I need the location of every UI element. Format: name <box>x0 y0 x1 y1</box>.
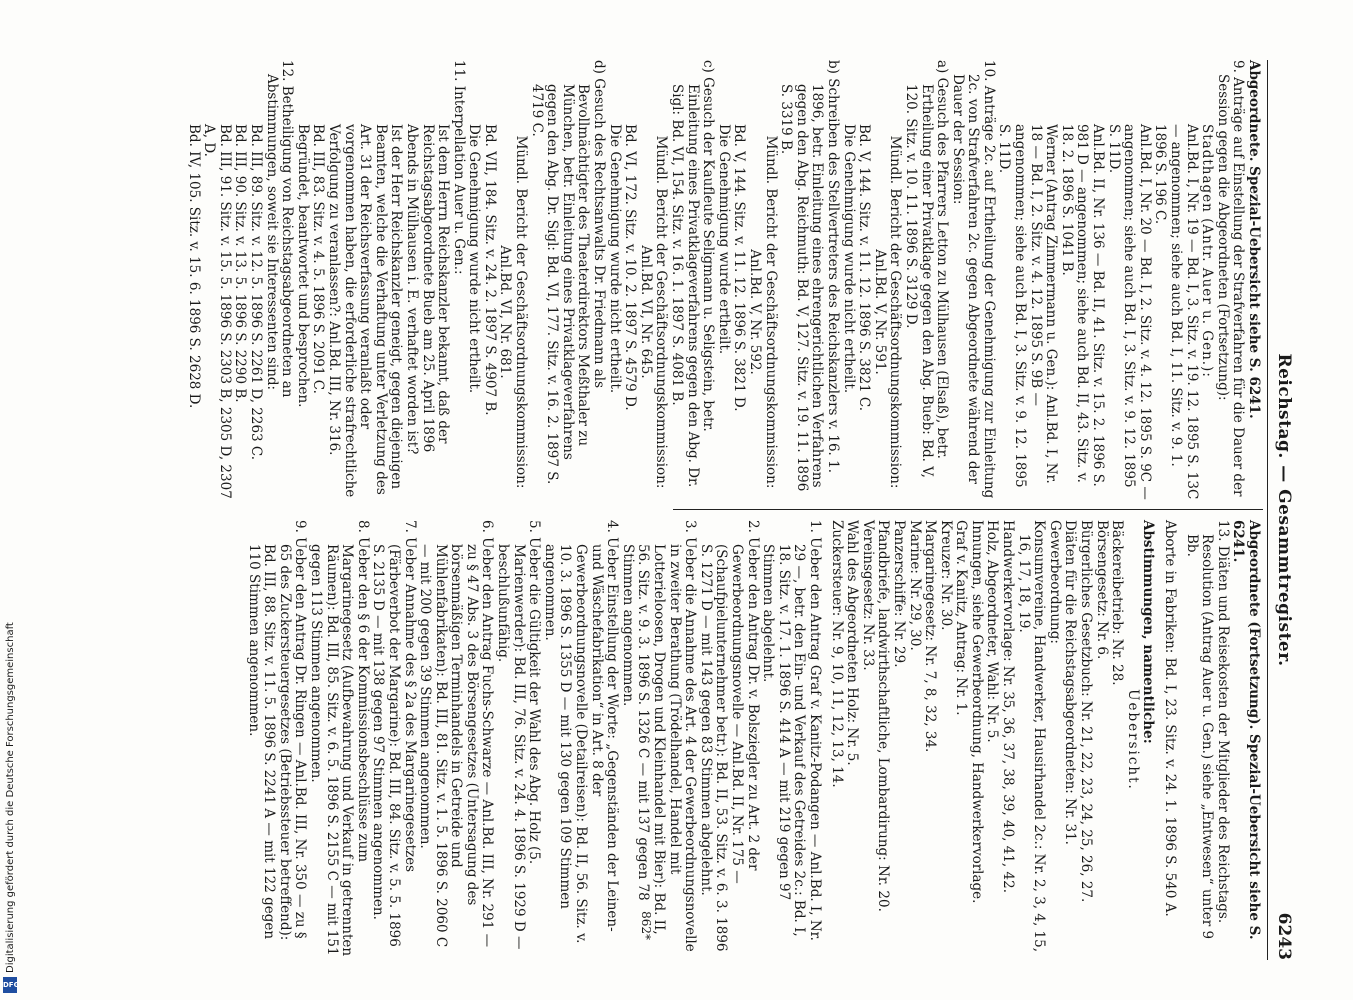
vote-entry: 9. Ueber den Antrag Dr. Ringen — Anl.Bd. III, Nr. 350 — zu § 65 des Zuckersteuergesetzes (Betriebssteuer betreffend): Bd. III, 88. Sitz. v. 11. 5. 1896 S. 2241 A — mit 122 gegen 110 Stimmen angenommen. <box>245 520 309 941</box>
entry: Bd. III, 89. Sitz. v. 12. 5. 1896 S. 2261 D, 2263 C. <box>248 124 264 461</box>
entry: Anl.Bd. II, Nr. 136 — Bd. II, 41. Sitz. v. 15. 2. 1896 S. 981 D — angenommen; siehe auch Bd. II, 43. Sitz. v. 18. 2. 1896 S. 1041 B. <box>1058 124 1107 487</box>
column-divider <box>673 509 1263 510</box>
entry: Mündl. Bericht der Geschäftsordnungskommission: Anl.Bd. VI, Nr. 681. <box>497 135 530 489</box>
entry: c) Gesuch der Kaufleute Seligmann u. Seligstein, betr. Einleitung eines Privatklageverfahrens gegen den Abg. Dr. Sigl: Bd. VI, 154. Sitz. v. 16. 1. 1897 S. 4081 B. <box>669 60 717 488</box>
entry: Bd. III, 83. Sitz. v. 4. 5. 1896 S. 2091 C. <box>310 124 327 394</box>
page-number: 6243 <box>1274 912 1294 960</box>
entry: Bd. III, 91. Sitz. v. 15. 5. 1896 S. 2303 B, 2305 D, 2307 A, D. <box>201 124 233 499</box>
entry: Begründet, beantwortet und besprochen. <box>294 124 311 408</box>
vote-entry: 8. Ueber den § 6 der Kommissionsbeschlüsse zum Margarinegesetz (Aufbewahrung und Verkauf in getrennten Räumen): Bd. III, 85. Sitz. v. 6. 5. 1896 S. 2155 C — mit 151 gegen 113 Stimmen angenommen. <box>307 520 371 957</box>
vote-entry: 1. Ueber den Antrag Graf v. Kanitz-Podangen — Anl.Bd. I, Nr. 29 —, betr. den Ein- und Verkauf des Getreides 2c.: Bd. I, 18. Sitz. v. 17. 1. 1896 S. 414 A — mit 219 gegen 97 Stimmen abgelehnt. <box>760 520 823 941</box>
right-column <box>245 520 1261 960</box>
index-entry: Margarinegesetz: Nr. 7, 8, 32, 34. <box>922 520 939 753</box>
entry: Bd. III, 90. Sitz. v. 13. 5. 1896 S. 2290 B. <box>232 124 249 403</box>
digitization-note <box>2 600 18 995</box>
vote-entry: 7. Ueber Annahme des § 2a des Margarinegesetzes (Färbeverbot der Margarine): Bd. III, 84. Sitz. v. 5. 5. 1896 S. 2135 D — mit 138 gegen 97 Stimmen angenommen. <box>370 520 418 947</box>
section-heading: Abgeordnete. Spezial-Uebersicht siehe S. 6241. <box>1246 60 1262 419</box>
dfg-logo: DFG <box>3 977 17 993</box>
vote-entry: 6. Ueber den Antrag Fuchs-Schwarze — Anl.Bd. III, Nr. 291 — zu § 47 Abs. 3 des Börsengesetzes (Untersagung des börsenmäßigen Terminhandels in Getreide und Mühlenfabrikaten): Bd. III, 81. Sitz. v. 1. 5. 1896 S. 2060 C — mit 200 gegen 39 Stimmen angenommen. <box>417 520 496 948</box>
subsection-heading: Abstimmungen, namentliche: <box>1140 520 1157 744</box>
vote-entry: 5. Ueber die Gültigkeit der Wahl des Abg. Holz (5. Marienwerder): Bd. III, 76. Sitz. v. 24. 4. 1896 S. 1929 D — beschlußunfähig. <box>495 520 543 950</box>
index-entry: Vereinsgesetz: Nr. 33. <box>859 520 876 671</box>
entry: Anl.Bd. I, Nr. 20 — Bd. I, 2. Sitz. v. 4. 12. 1895 S. 9C — angenommen; siehe auch Bd. I, 3. Sitz. v. 9. 12. 1895 S. 11D. <box>1105 124 1153 500</box>
entry: Werner (Antrag Zimmermann u. Gen.): Anl.Bd. I, Nr. 18 — Bd. I, 2. Sitz. v. 4. 12. 1895 S. 9B — angenommen; siehe auch Bd. I, 3. Sitz. v. 9. 12. 1895 S. 11D. <box>996 124 1060 488</box>
index-entry: Konsumvereine, Handwerker, Hausirhandel 2c.: Nr. 2, 3, 4, 15, 16, 17, 18, 19. <box>1015 520 1048 953</box>
section-heading: Abgeordnete (Fortsetzung). Spezial-Uebersicht siehe S. 6241. <box>1230 520 1262 940</box>
index-entry: Zuckersteuer: Nr. 9, 10, 11, 12, 13, 14. <box>828 520 845 788</box>
entry: Bd. V, 144. Sitz. v. 11. 12. 1896 S. 3821 D. <box>731 124 748 412</box>
index-entry: Pfandbriefe, landwirthschaftliche, Lombardirung: Nr. 20. <box>875 520 892 912</box>
vote-entry: 3. Ueber die Annahme des Art. 4 der Gewerbeordnungsnovelle in zweiter Berathung (Trödelhandel, Handel mit Lotterieloosen, Drogen und Kleinhandel mit Bier): Bd. II, 56. Sitz. v. 9. 3. 1896 S. 1326 C — mit 137 gegen 78 Stimmen angenommen. <box>619 520 699 952</box>
entry: 11. Interpellation Auer u. Gen.: <box>450 60 467 275</box>
entry: Mündl. Bericht der Geschäftsordnungskommission: Anl.Bd. V, Nr. 592. <box>747 135 779 489</box>
entry: Mündl. Bericht der Geschäftsordnungskommission: Anl.Bd. V, Nr. 591. <box>871 135 904 489</box>
entry: a) Gesuch des Pfarrers Letton zu Mülhausen (Elsaß), betr. Ertheilung einer Privatklage gegen den Abg. Bueb: Bd. V, 120. Sitz. v. 10. 11. 1896 S. 3129 D. <box>902 60 951 478</box>
vote-entry: 4. Ueber Einstellung der Worte: „Gegenständen der Leinen- und Wäschefabrikation“ in Art. 8 der Gewerbeordnungsnovelle (Detailreisen): Bd. II, 56. Sitz. v. 10. 3. 1896 S. 1355 D — mit 130 gegen 109 Stimmen angenommen. <box>541 520 621 944</box>
index-entry: Panzerschiffe: Nr. 29. <box>890 520 907 668</box>
page-header <box>1267 60 1298 960</box>
entry: b) Schreiben des Stellvertreters des Reichskanzlers v. 16. 1. 1896, betr. Einleitung eines ehrengerichtlichen Verfahrens gegen den Abg. Reichmuth: Bd. V, 127. Sitz. v. 19. 11. 1896 S. 3319 B. <box>778 60 841 492</box>
index-entry: Handwerkervorlage: Nr. 35, 36, 37, 38, 39, 40, 41, 42. <box>1000 520 1017 893</box>
index-entry: Graf v. Kanitz, Antrag: Nr. 1. <box>953 520 970 716</box>
entry: Ist dem Herrn Reichskanzler bekannt, daß der Reichstagsabgeordnete Bueb am 25. April 1896 Abends in Mülhausen i. E. verhaftet worden ist? <box>403 124 452 455</box>
index-entry: Holz, Abgeordneter, Wahl: Nr. 5. <box>984 520 1001 743</box>
left-column <box>185 60 1261 500</box>
entry: Bd. V, 144. Sitz. v. 11. 12. 1896 S. 3821 C. <box>856 124 873 412</box>
entry: Die Genehmigung wurde ertheilt. <box>715 124 732 355</box>
entry: 13. Diäten und Reisekosten der Mitglieder des Reichstags. Resolution (Antrag Auer u. Gen.) siehe „Entwesen“ unter 9 Bb. <box>1183 520 1231 940</box>
vote-entry: 2. Ueber den Antrag Dr. v. Bolsziegler zu Art. 2 der Gewerbeordnungsnovelle — Anl.Bd. II, Nr. 175 — (Schaufpielunternehmer betr.): Bd. II, 53. Sitz. v. 6. 3. 1896 S. 1271 D — mit 143 gegen 83 Stimmen abgelehnt. <box>697 520 761 952</box>
entry: d) Gesuch des Rechtsanwalts Dr. Friedmann als Bevollmächtigter des Theaterdirektors Meßthaler zu München, betr. Einleitung eines Privatklageverfahrens gegen den Abg. Dr. Sigl: Bd. VI, 177. Sitz. v. 16. 2. 1897 S. 4719 C. <box>528 60 608 485</box>
funding-text: Digitalisierung gefördert durch die Deutsche Forschungsgemeinschaft <box>5 622 16 973</box>
index-entry: Kreuzer: Nr. 30. <box>937 520 954 631</box>
subsection-title: Uebersicht. <box>1124 689 1141 791</box>
entry: 10. Anträge 2c. auf Ertheilung der Genehmigung zur Einleitung 2c. von Strafverfahren 2c. gegen Abgeordnete während der Dauer der Session: <box>949 60 997 499</box>
entry: Bd. VI, 172. Sitz. v. 10. 2. 1897 S. 4579 D. <box>622 124 639 411</box>
entry: Ist der Herr Reichskanzler geneigt, gegen diejenigen Beamten, welche die Verhaftung unter Verletzung des Art. 31 der Reichsverfassung veranlaßt oder vorgenommen haben, die erforderliche strafrechtliche Verfolgung zu veranlassen?: Anl.Bd. III, Nr. 316. <box>325 124 405 498</box>
entry: Die Genehmigung wurde nicht ertheilt. <box>840 124 857 394</box>
entry: Die Genehmigung wurde nicht ertheilt. <box>466 124 483 394</box>
entry: Bd. VII, 184. Sitz. v. 24. 2. 1897 S. 4907 B. <box>481 124 498 416</box>
entry: Die Genehmigung wurde nicht ertheilt. <box>606 124 623 394</box>
header-title: Reichstag. — Gesammtregister. <box>1274 353 1294 667</box>
entry: Bd. IV, 105. Sitz. v. 15. 6. 1896 S. 2628 D. <box>185 124 202 409</box>
entry: Stadthagen (Antr. Auer u. Gen.): <box>1199 124 1216 378</box>
index-entry: Diäten für die Reichstagsabgeordneten: Nr. 31. <box>1062 520 1079 845</box>
index-entry: Bäckereibetrieb: Nr. 28. <box>1109 520 1126 686</box>
entry: 12. Betheiligung von Reichstagsabgeordneten an Abstimmungen, soweit sie Interessenten sind: <box>263 60 296 398</box>
entry: Aborte in Fabriken: Bd. I, 23. Sitz. v. 24. 1. 1896 S. 540 A. <box>1162 520 1179 917</box>
index-entry: Marine: Nr. 29, 30. <box>906 520 923 651</box>
entry: 9. Anträge auf Einstellung der Strafverfahren für die Dauer der Session gegen die Abgeordneten (Fortsetzung): <box>1214 60 1247 497</box>
index-entry: Wahl des Abgeordneten Holz: Nr. 5. <box>844 520 861 766</box>
entry: Mündl. Bericht der Geschäftsordnungskommission: Anl.Bd. VI, Nr. 645. <box>637 135 670 489</box>
index-entry: Innungen, siehe Gewerbeordnung, Handwerkervorlage. <box>968 520 985 904</box>
index-entry: Börsengesetz: Nr. 6. <box>1093 520 1110 660</box>
signature-mark: 862* <box>639 911 653 940</box>
index-entry: Bürgerliches Gesetzbuch: Nr. 21, 22, 23, 24, 25, 26, 27. <box>1078 520 1095 903</box>
index-entry: Gewerbeordnung: <box>1046 520 1063 644</box>
entry: Anl.Bd. I, Nr. 19 — Bd. I, 3. Sitz. v. 19. 12. 1895 S. 13C — angenommen; siehe auch Bd. I, 11. Sitz. v. 9. 1. 1896 S. 196 C. <box>1152 124 1200 500</box>
